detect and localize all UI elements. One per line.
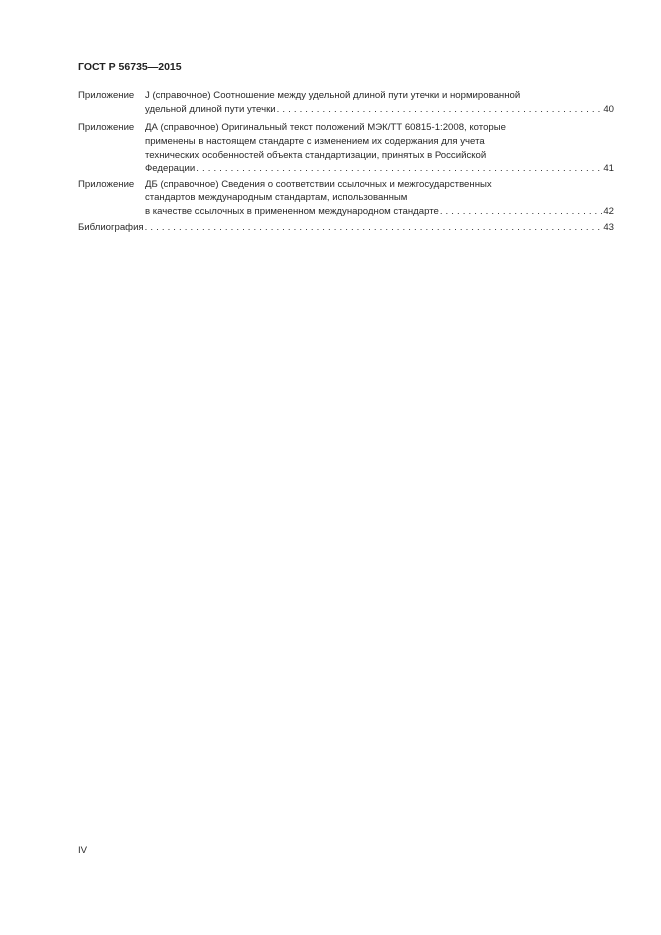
toc-line: стандартов международным стандартам, использованным bbox=[145, 192, 408, 203]
toc-page: 42 bbox=[603, 206, 614, 217]
toc-line: Федерации bbox=[145, 163, 196, 174]
toc-line: Библиография bbox=[78, 222, 144, 233]
toc-page: 41 bbox=[603, 163, 614, 174]
toc-prefix: Приложение bbox=[78, 122, 135, 133]
toc-prefix: Приложение bbox=[78, 179, 135, 190]
page-number: IV bbox=[78, 845, 88, 856]
toc-line: технических особенностей объекта стандартизации, принятых в Российской bbox=[145, 150, 487, 161]
toc-line: ДА (справочное) Оригинальный текст положений МЭК/ТТ 60815-1:2008, которые bbox=[145, 122, 506, 133]
dot-leader bbox=[145, 222, 603, 234]
toc-line: в качестве ссылочных в примененном международном стандарте bbox=[145, 206, 439, 217]
toc-prefix: Приложение bbox=[78, 90, 135, 101]
toc-page: 40 bbox=[603, 104, 614, 115]
toc-line: J (справочное) Соотношение между удельной длиной пути утечки и нормированной bbox=[145, 90, 521, 101]
toc-line: применены в настоящем стандарте с изменением их содержания для учета bbox=[145, 136, 485, 147]
toc-line: удельной длиной пути утечки bbox=[145, 104, 276, 115]
dot-leader bbox=[196, 163, 602, 175]
dot-leader bbox=[440, 206, 603, 218]
toc-page: 43 bbox=[603, 222, 614, 233]
toc-line: ДБ (справочное) Сведения о соответствии ссылочных и межгосударственных bbox=[145, 179, 492, 190]
dot-leader bbox=[277, 104, 603, 116]
document-header: ГОСТ Р 56735—2015 bbox=[78, 61, 182, 73]
